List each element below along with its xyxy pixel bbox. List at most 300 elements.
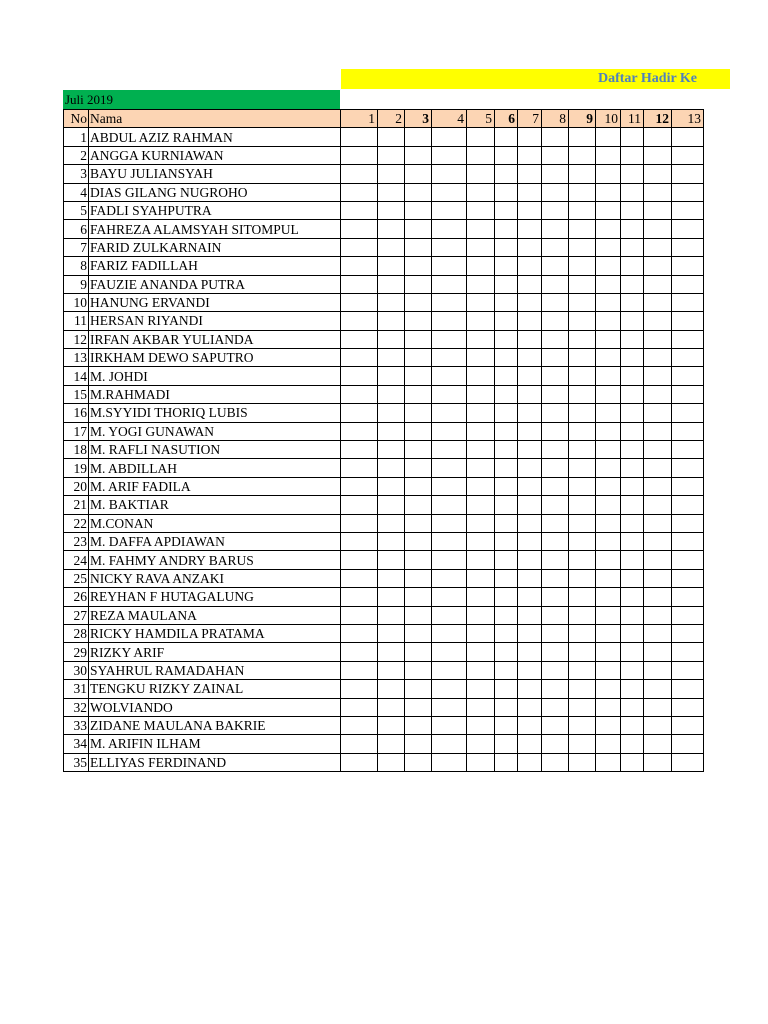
attendance-cell[interactable] (341, 367, 378, 385)
student-no[interactable]: 22 (64, 514, 89, 532)
student-no[interactable]: 29 (64, 643, 89, 661)
attendance-cell[interactable] (644, 624, 672, 642)
attendance-cell[interactable] (467, 735, 495, 753)
attendance-cell[interactable] (596, 496, 621, 514)
attendance-cell[interactable] (432, 238, 467, 256)
student-name[interactable]: REZA MAULANA (89, 606, 341, 624)
attendance-cell[interactable] (542, 128, 569, 146)
attendance-cell[interactable] (518, 293, 542, 311)
attendance-cell[interactable] (341, 330, 378, 348)
attendance-cell[interactable] (569, 551, 596, 569)
attendance-cell[interactable] (569, 165, 596, 183)
attendance-cell[interactable] (467, 238, 495, 256)
attendance-cell[interactable] (378, 477, 405, 495)
attendance-cell[interactable] (467, 624, 495, 642)
attendance-cell[interactable] (644, 716, 672, 734)
attendance-cell[interactable] (672, 753, 704, 771)
student-name[interactable]: REYHAN F HUTAGALUNG (89, 588, 341, 606)
student-name[interactable]: M.SYYIDI THORIQ LUBIS (89, 404, 341, 422)
attendance-cell[interactable] (467, 367, 495, 385)
attendance-cell[interactable] (569, 349, 596, 367)
header-day-5[interactable]: 5 (467, 110, 495, 128)
attendance-cell[interactable] (569, 404, 596, 422)
attendance-cell[interactable] (495, 643, 518, 661)
attendance-cell[interactable] (467, 422, 495, 440)
student-name[interactable]: FAHREZA ALAMSYAH SITOMPUL (89, 220, 341, 238)
header-nama[interactable]: Nama (89, 110, 341, 128)
student-no[interactable]: 18 (64, 441, 89, 459)
attendance-cell[interactable] (405, 569, 432, 587)
attendance-cell[interactable] (596, 183, 621, 201)
attendance-cell[interactable] (644, 275, 672, 293)
attendance-cell[interactable] (495, 624, 518, 642)
attendance-cell[interactable] (672, 257, 704, 275)
attendance-cell[interactable] (542, 385, 569, 403)
student-name[interactable]: RIZKY ARIF (89, 643, 341, 661)
attendance-cell[interactable] (644, 146, 672, 164)
header-day-3[interactable]: 3 (405, 110, 432, 128)
attendance-cell[interactable] (467, 698, 495, 716)
student-name[interactable]: ANGGA KURNIAWAN (89, 146, 341, 164)
attendance-cell[interactable] (644, 257, 672, 275)
attendance-cell[interactable] (621, 514, 644, 532)
attendance-cell[interactable] (341, 146, 378, 164)
attendance-cell[interactable] (405, 201, 432, 219)
attendance-cell[interactable] (432, 367, 467, 385)
attendance-cell[interactable] (542, 238, 569, 256)
attendance-cell[interactable] (542, 680, 569, 698)
attendance-cell[interactable] (621, 385, 644, 403)
attendance-cell[interactable] (518, 459, 542, 477)
attendance-cell[interactable] (518, 312, 542, 330)
attendance-cell[interactable] (596, 312, 621, 330)
attendance-cell[interactable] (672, 477, 704, 495)
attendance-cell[interactable] (644, 459, 672, 477)
attendance-cell[interactable] (596, 128, 621, 146)
attendance-cell[interactable] (596, 349, 621, 367)
attendance-cell[interactable] (518, 496, 542, 514)
student-no[interactable]: 20 (64, 477, 89, 495)
attendance-cell[interactable] (569, 532, 596, 550)
student-no[interactable]: 19 (64, 459, 89, 477)
attendance-cell[interactable] (518, 146, 542, 164)
attendance-cell[interactable] (672, 312, 704, 330)
student-no[interactable]: 6 (64, 220, 89, 238)
attendance-cell[interactable] (621, 257, 644, 275)
attendance-cell[interactable] (644, 680, 672, 698)
header-day-7[interactable]: 7 (518, 110, 542, 128)
attendance-cell[interactable] (378, 128, 405, 146)
header-day-4[interactable]: 4 (432, 110, 467, 128)
header-day-2[interactable]: 2 (378, 110, 405, 128)
attendance-cell[interactable] (378, 165, 405, 183)
attendance-cell[interactable] (621, 349, 644, 367)
student-no[interactable]: 30 (64, 661, 89, 679)
attendance-cell[interactable] (432, 753, 467, 771)
attendance-cell[interactable] (432, 165, 467, 183)
attendance-cell[interactable] (672, 441, 704, 459)
attendance-cell[interactable] (495, 716, 518, 734)
attendance-cell[interactable] (341, 349, 378, 367)
attendance-cell[interactable] (621, 477, 644, 495)
attendance-cell[interactable] (378, 422, 405, 440)
attendance-cell[interactable] (378, 257, 405, 275)
attendance-cell[interactable] (644, 367, 672, 385)
header-day-10[interactable]: 10 (596, 110, 621, 128)
attendance-cell[interactable] (596, 404, 621, 422)
attendance-cell[interactable] (596, 220, 621, 238)
attendance-cell[interactable] (542, 330, 569, 348)
attendance-cell[interactable] (467, 588, 495, 606)
student-name[interactable]: M. JOHDI (89, 367, 341, 385)
attendance-cell[interactable] (405, 459, 432, 477)
student-no[interactable]: 27 (64, 606, 89, 624)
attendance-cell[interactable] (378, 716, 405, 734)
attendance-cell[interactable] (405, 238, 432, 256)
attendance-cell[interactable] (596, 532, 621, 550)
attendance-cell[interactable] (644, 496, 672, 514)
attendance-cell[interactable] (432, 201, 467, 219)
attendance-cell[interactable] (405, 698, 432, 716)
attendance-cell[interactable] (644, 753, 672, 771)
attendance-cell[interactable] (378, 532, 405, 550)
attendance-cell[interactable] (672, 238, 704, 256)
attendance-cell[interactable] (467, 385, 495, 403)
attendance-cell[interactable] (569, 643, 596, 661)
attendance-cell[interactable] (378, 275, 405, 293)
attendance-cell[interactable] (644, 477, 672, 495)
header-day-8[interactable]: 8 (542, 110, 569, 128)
attendance-cell[interactable] (569, 201, 596, 219)
attendance-cell[interactable] (621, 293, 644, 311)
attendance-cell[interactable] (495, 680, 518, 698)
attendance-cell[interactable] (621, 220, 644, 238)
student-name[interactable]: IRKHAM DEWO SAPUTRO (89, 349, 341, 367)
header-day-11[interactable]: 11 (621, 110, 644, 128)
student-name[interactable]: NICKY RAVA ANZAKI (89, 569, 341, 587)
attendance-cell[interactable] (341, 275, 378, 293)
attendance-cell[interactable] (672, 735, 704, 753)
student-name[interactable]: FARIZ FADILLAH (89, 257, 341, 275)
attendance-cell[interactable] (518, 643, 542, 661)
attendance-cell[interactable] (518, 275, 542, 293)
student-no[interactable]: 21 (64, 496, 89, 514)
attendance-cell[interactable] (467, 257, 495, 275)
attendance-cell[interactable] (405, 624, 432, 642)
attendance-cell[interactable] (672, 367, 704, 385)
attendance-cell[interactable] (621, 735, 644, 753)
attendance-cell[interactable] (495, 201, 518, 219)
attendance-cell[interactable] (596, 624, 621, 642)
attendance-cell[interactable] (672, 275, 704, 293)
attendance-cell[interactable] (467, 716, 495, 734)
student-name[interactable]: M. DAFFA APDIAWAN (89, 532, 341, 550)
student-name[interactable]: M. ARIF FADILA (89, 477, 341, 495)
attendance-cell[interactable] (432, 183, 467, 201)
attendance-cell[interactable] (542, 716, 569, 734)
attendance-cell[interactable] (405, 643, 432, 661)
attendance-cell[interactable] (405, 588, 432, 606)
attendance-cell[interactable] (495, 128, 518, 146)
attendance-cell[interactable] (518, 698, 542, 716)
attendance-cell[interactable] (621, 165, 644, 183)
attendance-cell[interactable] (341, 477, 378, 495)
attendance-cell[interactable] (467, 128, 495, 146)
attendance-cell[interactable] (542, 459, 569, 477)
attendance-cell[interactable] (569, 680, 596, 698)
attendance-cell[interactable] (621, 698, 644, 716)
attendance-cell[interactable] (596, 661, 621, 679)
attendance-cell[interactable] (644, 569, 672, 587)
attendance-cell[interactable] (542, 551, 569, 569)
attendance-cell[interactable] (341, 551, 378, 569)
attendance-cell[interactable] (405, 735, 432, 753)
attendance-cell[interactable] (432, 532, 467, 550)
attendance-cell[interactable] (378, 661, 405, 679)
student-no[interactable]: 12 (64, 330, 89, 348)
attendance-cell[interactable] (341, 588, 378, 606)
attendance-cell[interactable] (378, 496, 405, 514)
attendance-cell[interactable] (621, 661, 644, 679)
attendance-cell[interactable] (341, 514, 378, 532)
attendance-cell[interactable] (542, 753, 569, 771)
attendance-cell[interactable] (569, 367, 596, 385)
attendance-cell[interactable] (569, 128, 596, 146)
attendance-cell[interactable] (495, 441, 518, 459)
attendance-cell[interactable] (672, 569, 704, 587)
student-no[interactable]: 13 (64, 349, 89, 367)
student-name[interactable]: M. BAKTIAR (89, 496, 341, 514)
attendance-cell[interactable] (621, 753, 644, 771)
attendance-cell[interactable] (621, 128, 644, 146)
attendance-cell[interactable] (672, 551, 704, 569)
attendance-cell[interactable] (341, 606, 378, 624)
attendance-cell[interactable] (378, 404, 405, 422)
attendance-cell[interactable] (621, 330, 644, 348)
attendance-cell[interactable] (467, 330, 495, 348)
header-no[interactable]: No (64, 110, 89, 128)
attendance-cell[interactable] (341, 201, 378, 219)
attendance-cell[interactable] (341, 422, 378, 440)
student-name[interactable]: M. ABDILLAH (89, 459, 341, 477)
attendance-cell[interactable] (569, 257, 596, 275)
attendance-cell[interactable] (644, 349, 672, 367)
student-no[interactable]: 35 (64, 753, 89, 771)
attendance-cell[interactable] (378, 367, 405, 385)
attendance-cell[interactable] (542, 349, 569, 367)
student-no[interactable]: 32 (64, 698, 89, 716)
attendance-cell[interactable] (644, 293, 672, 311)
attendance-cell[interactable] (432, 146, 467, 164)
attendance-cell[interactable] (569, 661, 596, 679)
attendance-cell[interactable] (432, 496, 467, 514)
attendance-cell[interactable] (495, 312, 518, 330)
attendance-cell[interactable] (518, 716, 542, 734)
attendance-cell[interactable] (644, 698, 672, 716)
attendance-cell[interactable] (405, 422, 432, 440)
attendance-cell[interactable] (405, 367, 432, 385)
attendance-cell[interactable] (495, 330, 518, 348)
attendance-cell[interactable] (467, 349, 495, 367)
attendance-cell[interactable] (542, 441, 569, 459)
attendance-cell[interactable] (542, 588, 569, 606)
attendance-cell[interactable] (672, 459, 704, 477)
attendance-cell[interactable] (518, 569, 542, 587)
attendance-cell[interactable] (432, 385, 467, 403)
attendance-cell[interactable] (495, 661, 518, 679)
attendance-cell[interactable] (542, 477, 569, 495)
attendance-cell[interactable] (467, 459, 495, 477)
attendance-cell[interactable] (596, 735, 621, 753)
attendance-cell[interactable] (542, 201, 569, 219)
attendance-cell[interactable] (542, 275, 569, 293)
attendance-cell[interactable] (596, 385, 621, 403)
student-name[interactable]: M. FAHMY ANDRY BARUS (89, 551, 341, 569)
attendance-cell[interactable] (518, 441, 542, 459)
attendance-cell[interactable] (378, 680, 405, 698)
student-name[interactable]: M. ARIFIN ILHAM (89, 735, 341, 753)
attendance-cell[interactable] (467, 165, 495, 183)
student-no[interactable]: 2 (64, 146, 89, 164)
attendance-cell[interactable] (405, 661, 432, 679)
student-name[interactable]: HERSAN RIYANDI (89, 312, 341, 330)
attendance-cell[interactable] (621, 238, 644, 256)
attendance-cell[interactable] (644, 643, 672, 661)
attendance-cell[interactable] (378, 459, 405, 477)
attendance-cell[interactable] (672, 404, 704, 422)
attendance-cell[interactable] (569, 441, 596, 459)
attendance-cell[interactable] (644, 220, 672, 238)
attendance-cell[interactable] (341, 385, 378, 403)
attendance-cell[interactable] (495, 735, 518, 753)
attendance-cell[interactable] (518, 385, 542, 403)
attendance-cell[interactable] (542, 643, 569, 661)
attendance-cell[interactable] (405, 441, 432, 459)
attendance-cell[interactable] (542, 735, 569, 753)
student-no[interactable]: 23 (64, 532, 89, 550)
attendance-cell[interactable] (341, 165, 378, 183)
attendance-cell[interactable] (596, 716, 621, 734)
attendance-cell[interactable] (467, 404, 495, 422)
attendance-cell[interactable] (378, 753, 405, 771)
attendance-cell[interactable] (378, 385, 405, 403)
attendance-cell[interactable] (672, 716, 704, 734)
attendance-cell[interactable] (432, 716, 467, 734)
attendance-cell[interactable] (596, 330, 621, 348)
attendance-cell[interactable] (596, 569, 621, 587)
attendance-cell[interactable] (672, 680, 704, 698)
student-no[interactable]: 10 (64, 293, 89, 311)
attendance-cell[interactable] (518, 404, 542, 422)
attendance-cell[interactable] (672, 661, 704, 679)
attendance-cell[interactable] (569, 698, 596, 716)
attendance-cell[interactable] (432, 422, 467, 440)
student-no[interactable]: 11 (64, 312, 89, 330)
student-name[interactable]: M. YOGI GUNAWAN (89, 422, 341, 440)
attendance-cell[interactable] (432, 349, 467, 367)
attendance-cell[interactable] (432, 441, 467, 459)
attendance-cell[interactable] (644, 238, 672, 256)
attendance-cell[interactable] (341, 624, 378, 642)
attendance-cell[interactable] (569, 238, 596, 256)
attendance-cell[interactable] (467, 201, 495, 219)
attendance-cell[interactable] (467, 312, 495, 330)
attendance-cell[interactable] (672, 146, 704, 164)
student-no[interactable]: 8 (64, 257, 89, 275)
attendance-cell[interactable] (518, 680, 542, 698)
attendance-cell[interactable] (467, 569, 495, 587)
student-name[interactable]: WOLVIANDO (89, 698, 341, 716)
attendance-cell[interactable] (405, 220, 432, 238)
attendance-cell[interactable] (341, 680, 378, 698)
student-name[interactable]: ELLIYAS FERDINAND (89, 753, 341, 771)
attendance-cell[interactable] (569, 146, 596, 164)
attendance-cell[interactable] (341, 312, 378, 330)
attendance-cell[interactable] (644, 422, 672, 440)
attendance-cell[interactable] (542, 183, 569, 201)
student-no[interactable]: 24 (64, 551, 89, 569)
attendance-cell[interactable] (644, 514, 672, 532)
attendance-cell[interactable] (518, 588, 542, 606)
attendance-cell[interactable] (569, 422, 596, 440)
student-no[interactable]: 33 (64, 716, 89, 734)
student-name[interactable]: ZIDANE MAULANA BAKRIE (89, 716, 341, 734)
student-no[interactable]: 17 (64, 422, 89, 440)
attendance-cell[interactable] (467, 441, 495, 459)
attendance-cell[interactable] (341, 459, 378, 477)
attendance-cell[interactable] (644, 588, 672, 606)
attendance-cell[interactable] (542, 367, 569, 385)
attendance-cell[interactable] (621, 551, 644, 569)
attendance-cell[interactable] (378, 606, 405, 624)
attendance-cell[interactable] (672, 330, 704, 348)
student-name[interactable]: FARID ZULKARNAIN (89, 238, 341, 256)
attendance-cell[interactable] (569, 293, 596, 311)
attendance-cell[interactable] (467, 293, 495, 311)
attendance-cell[interactable] (621, 183, 644, 201)
attendance-cell[interactable] (495, 146, 518, 164)
attendance-cell[interactable] (596, 514, 621, 532)
attendance-cell[interactable] (542, 404, 569, 422)
attendance-cell[interactable] (378, 569, 405, 587)
student-no[interactable]: 25 (64, 569, 89, 587)
attendance-cell[interactable] (467, 643, 495, 661)
attendance-cell[interactable] (495, 588, 518, 606)
attendance-cell[interactable] (672, 514, 704, 532)
attendance-cell[interactable] (432, 624, 467, 642)
attendance-cell[interactable] (432, 477, 467, 495)
attendance-cell[interactable] (621, 716, 644, 734)
attendance-cell[interactable] (672, 496, 704, 514)
attendance-cell[interactable] (467, 661, 495, 679)
attendance-cell[interactable] (621, 367, 644, 385)
attendance-cell[interactable] (518, 220, 542, 238)
attendance-cell[interactable] (518, 201, 542, 219)
attendance-cell[interactable] (518, 753, 542, 771)
attendance-cell[interactable] (621, 624, 644, 642)
attendance-cell[interactable] (432, 643, 467, 661)
attendance-cell[interactable] (621, 312, 644, 330)
attendance-cell[interactable] (495, 404, 518, 422)
attendance-cell[interactable] (596, 459, 621, 477)
student-name[interactable]: HANUNG ERVANDI (89, 293, 341, 311)
attendance-cell[interactable] (341, 441, 378, 459)
attendance-cell[interactable] (621, 146, 644, 164)
attendance-cell[interactable] (495, 459, 518, 477)
attendance-cell[interactable] (621, 441, 644, 459)
attendance-cell[interactable] (621, 459, 644, 477)
student-name[interactable]: RICKY HAMDILA PRATAMA (89, 624, 341, 642)
